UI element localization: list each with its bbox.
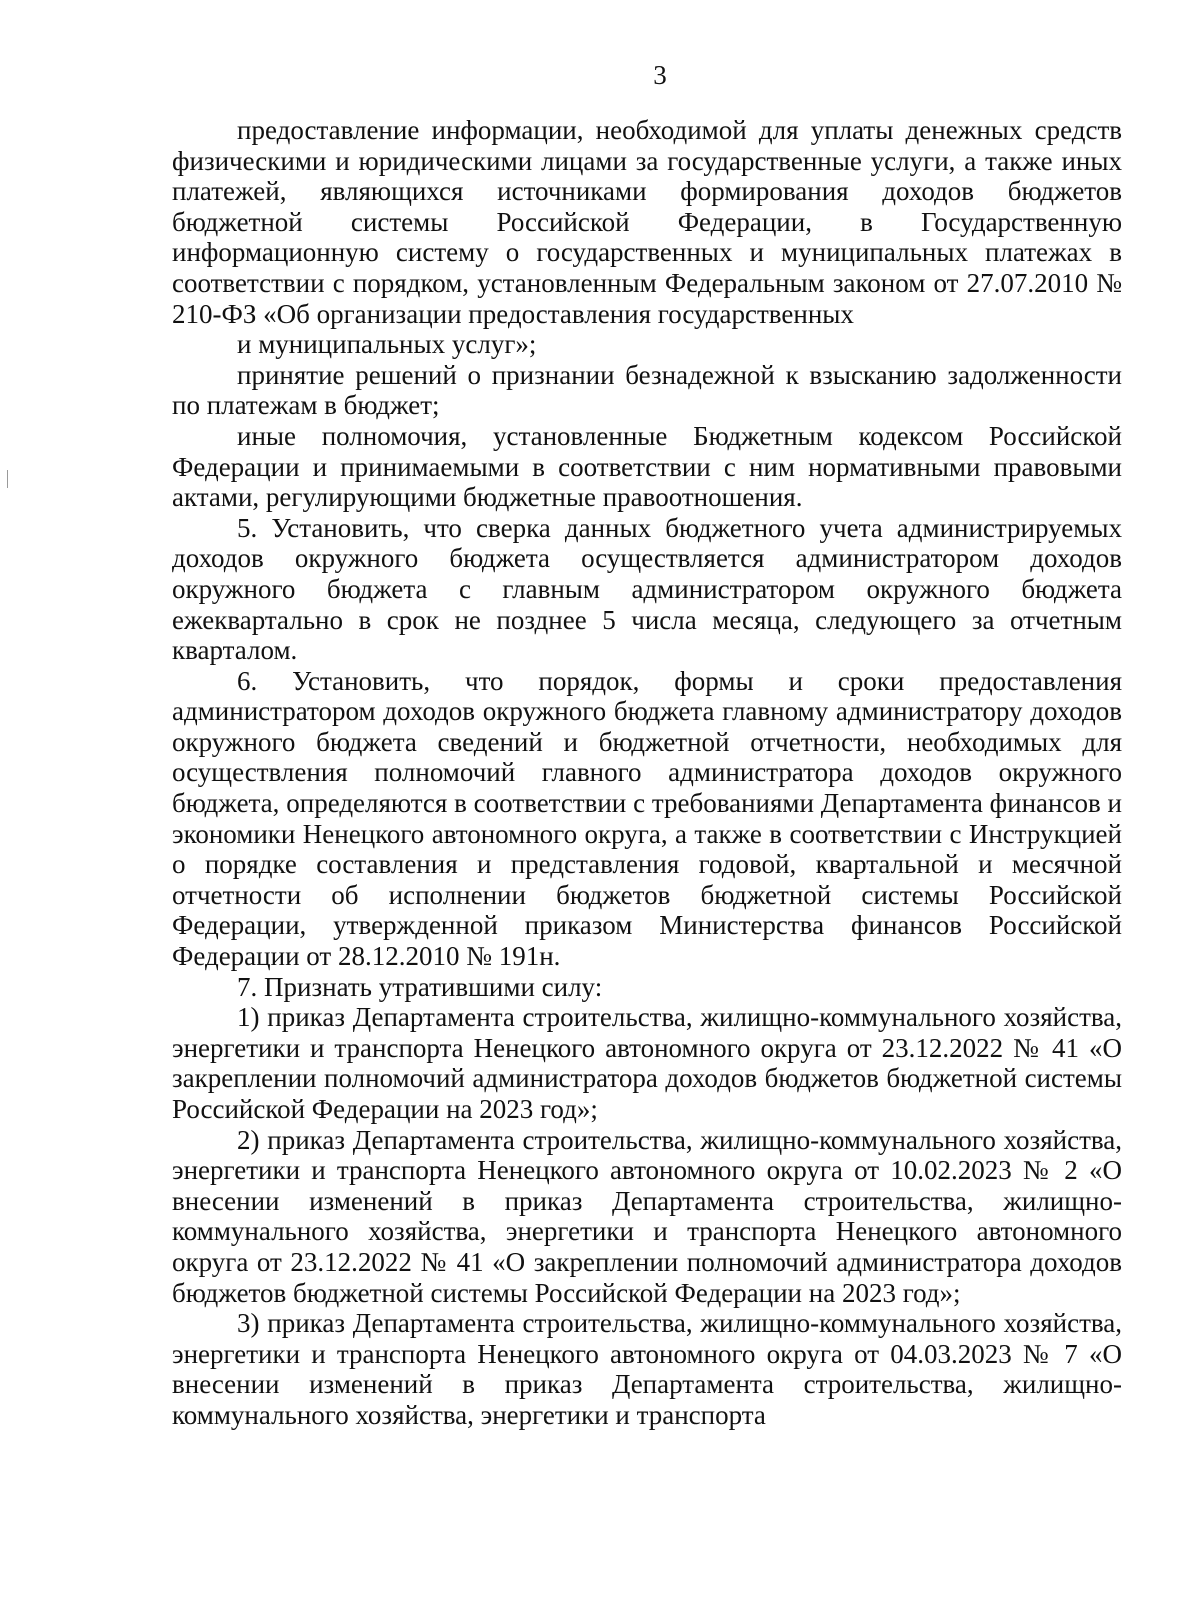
paragraph-repeal-2: 2) приказ Департамента строительства, жилищно-коммунального хозяйства, энергетики и транспорта Ненецкого автономного округа от 10.02.2023 № 2 «О внесении изменений в приказ Департамента строительства, жилищно-коммунального хозяйства, энергетики и транспорта Ненецкого автономного округа от 23.12.2022 № 41 «О закреплении полномочий администратора доходов бюджетов бюджетной системы Российской Федерации на 2023 год»; (172, 1124, 1122, 1308)
paragraph-item-5: 5. Установить, что сверка данных бюджетного учета администрируемых доходов окружного бюджета осуществляется администратором доходов окружного бюджета с главным администратором окружного бюджета ежеквартально в срок не позднее 5 числа месяца, следующего за отчетным кварталом. (172, 512, 1122, 666)
paragraph-repeal-1: 1) приказ Департамента строительства, жилищно-коммунального хозяйства, энергетики и транспорта Ненецкого автономного округа от 23.12.2022 № 41 «О закреплении полномочий администратора доходов бюджетов бюджетной системы Российской Федерации на 2023 год»; (172, 1002, 1122, 1124)
paragraph-bad-debt-decision: принятие решений о признании безнадежной к взысканию задолженности по платежам в бюджет; (172, 359, 1122, 421)
document-body (172, 115, 1122, 1431)
paragraph-item-7: 7. Признать утратившими силу: (237, 971, 603, 1002)
scan-artifact (7, 470, 8, 488)
paragraph-repeal-3: 3) приказ Департамента строительства, жилищно-коммунального хозяйства, энергетики и транспорта Ненецкого автономного округа от 04.03.2023 № 7 «О внесении изменений в приказ Департамента строительства, жилищно-коммунального хозяйства, энергетики и транспорта (172, 1308, 1122, 1430)
paragraph-municipal-services: и муниципальных услуг»; (237, 329, 537, 360)
paragraph-info-provision: предоставление информации, необходимой для уплаты денежных средств физическими и юридическими лицами за государственные услуги, а также иных платежей, являющихся источниками формирования доходов бюджетов бюджетной системы Российской Федерации, в Государственную информационную систему о государственных и муниципальных платежах в соответствии с порядком, установленным Федеральным законом от 27.07.2010 № 210-ФЗ «Об организации предоставления государственных (172, 115, 1122, 329)
page-number: 3 (653, 60, 667, 90)
paragraph-item-6: 6. Установить, что порядок, формы и сроки предоставления администратором доходов окружного бюджета главному администратору доходов окружного бюджета сведений и бюджетной отчетности, необходимых для осуществления полномочий главного администратора доходов окружного бюджета, определяются в соответствии с требованиями Департамента финансов и экономики Ненецкого автономного округа, а также в соответствии с Инструкцией о порядке составления и представления годовой, квартальной и месячной отчетности об исполнении бюджетов бюджетной системы Российской Федерации, утвержденной приказом Министерства финансов Российской Федерации от 28.12.2010 № 191н. (172, 665, 1122, 972)
paragraph-other-powers: иные полномочия, установленные Бюджетным кодексом Российской Федерации и принимаемыми в соответствии с ним нормативными правовыми актами, регулирующими бюджетные правоотношения. (172, 420, 1122, 513)
